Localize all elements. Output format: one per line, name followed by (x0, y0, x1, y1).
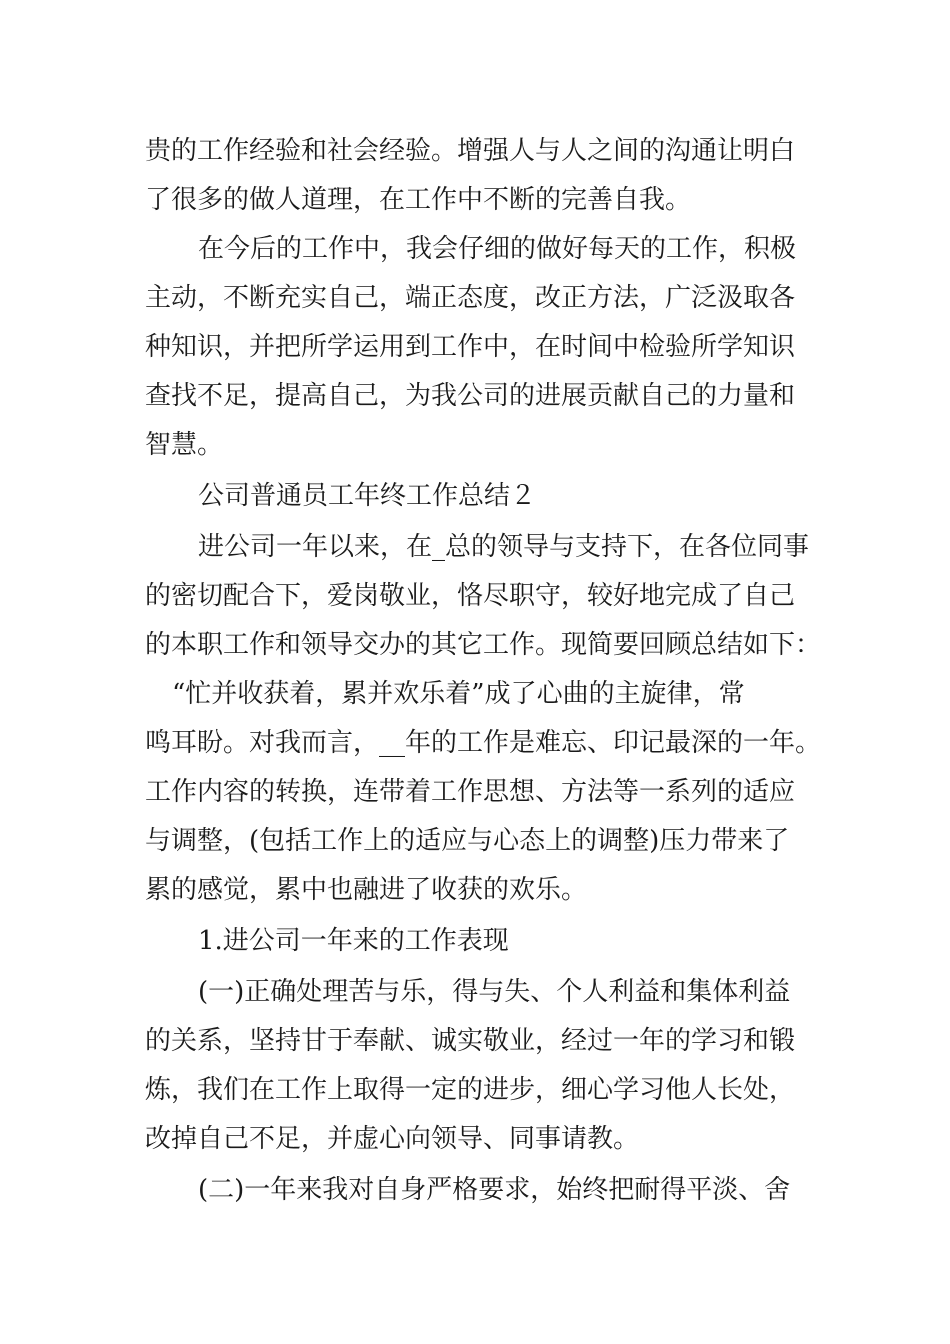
text-line: (一)正确处理苦与乐，得与失、个人利益和集体利益 (198, 977, 791, 1007)
text-line: 种知识，并把所学运用到工作中，在时间中检验所学知识 (145, 332, 796, 362)
text-line: 智慧。 (145, 430, 224, 460)
text-line: 查找不足，提高自己，为我公司的进展贡献自己的力量和 (145, 381, 796, 411)
text-line: 鸣耳盼。对我而言，__年的工作是难忘、印记最深的一年。 (145, 728, 822, 758)
text-line: 主动，不断充实自己，端正态度，改正方法，广泛汲取各 (145, 283, 796, 313)
text-line: 的本职工作和领导交办的其它工作。现简要回顾总结如下： (145, 630, 822, 660)
text-line: 的密切配合下，爱岗敬业，恪尽职守，较好地完成了自己 (145, 581, 796, 611)
text-line: 在今后的工作中，我会仔细的做好每天的工作，积极 (198, 234, 797, 264)
text-line: 炼，我们在工作上取得一定的进步，细心学习他人长处， (145, 1075, 796, 1105)
text-line: 与调整，(包括工作上的适应与心态上的调整)压力带来了 (145, 826, 790, 856)
subsection-heading: 1.进公司一年来的工作表现 (198, 926, 509, 956)
text-line: 累的感觉，累中也融进了收获的欢乐。 (145, 875, 588, 905)
text-line: 工作内容的转换，连带着工作思想、方法等一系列的适应 (145, 777, 796, 807)
text-line: 的关系，坚持甘于奉献、诚实敬业，经过一年的学习和锻 (145, 1026, 796, 1056)
text-line: “忙并收获着，累并欢乐着”成了心曲的主旋律，常 (172, 679, 745, 709)
text-line: 进公司一年以来，在_总的领导与支持下，在各位同事 (198, 532, 810, 562)
text-line: 了很多的做人道理，在工作中不断的完善自我。 (145, 185, 692, 215)
text-line: (二)一年来我对自身严格要求，始终把耐得平淡、舍 (198, 1175, 791, 1205)
section-heading: 公司普通员工年终工作总结２ (198, 481, 537, 511)
text-line: 贵的工作经验和社会经验。增强人与人之间的沟通让明白 (145, 136, 796, 166)
text-line: 改掉自己不足，并虚心向领导、同事请教。 (145, 1124, 640, 1154)
